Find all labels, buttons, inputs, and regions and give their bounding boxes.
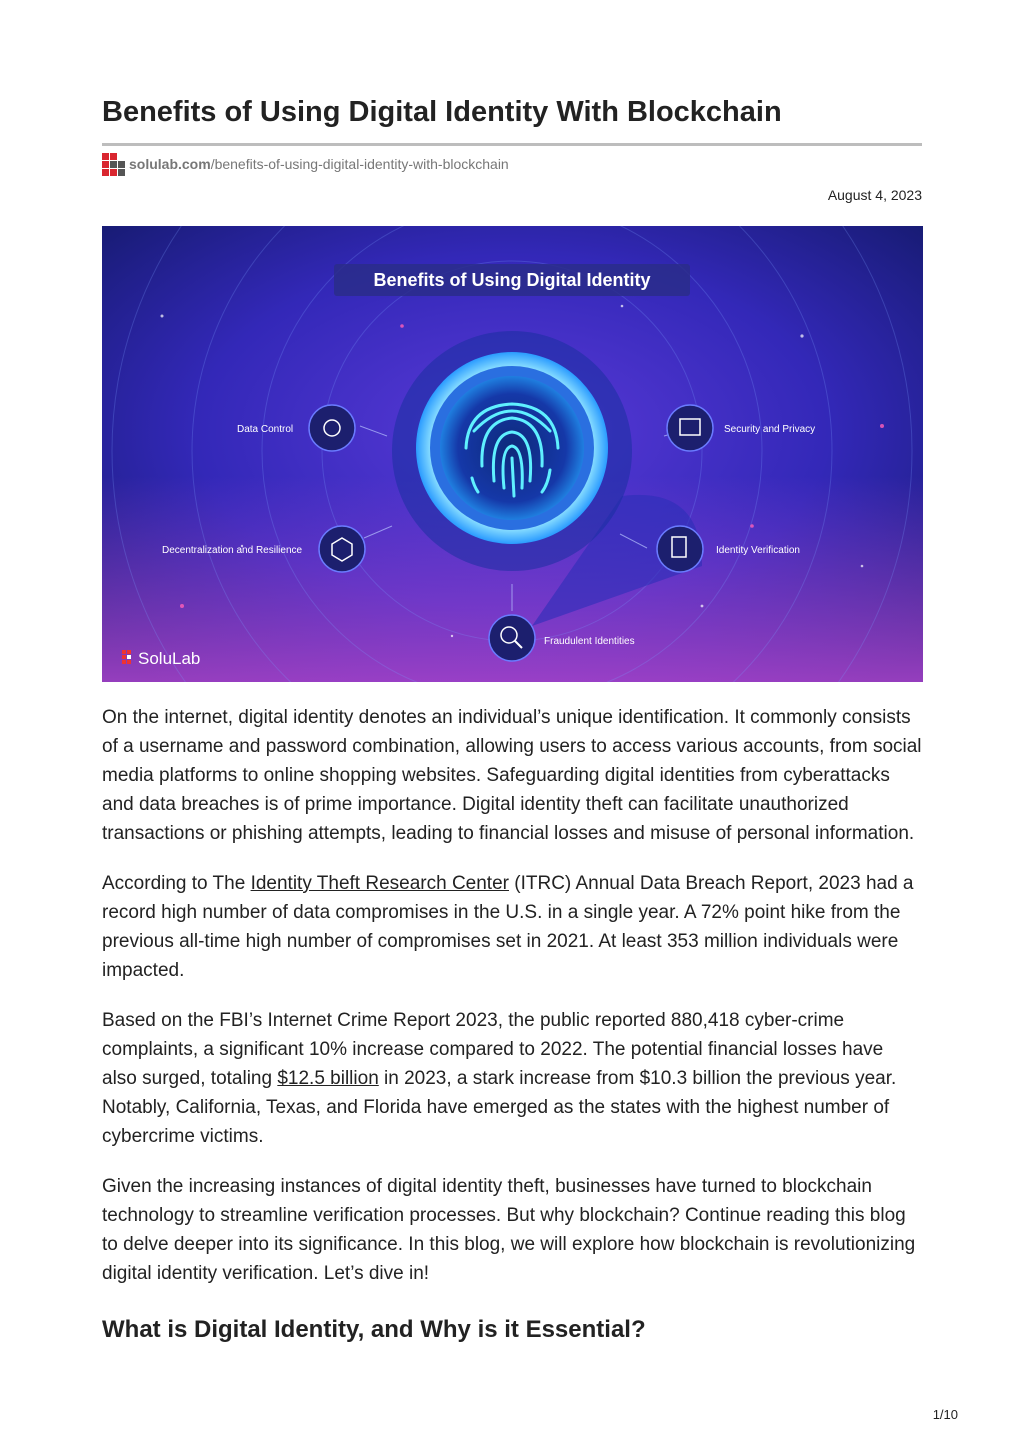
- benefit-label: Decentralization and Resilience: [162, 545, 303, 556]
- source-path[interactable]: /benefits-of-using-digital-identity-with-blockchain: [210, 156, 509, 172]
- billion-link[interactable]: $12.5 billion: [277, 1068, 379, 1089]
- article-title: Benefits of Using Digital Identity With Blockchain: [102, 96, 782, 128]
- article-body: [102, 703, 922, 1344]
- paragraph-blockchain: Given the increasing instances of digital identity theft, businesses have turned to blockchain technology to streamline verification processes. But why blockchain? Continue reading this blog to delve deeper into its significance. In this blog, we will explore how blockchain is revolutionizing digital identity verification. Let’s dive in!: [102, 1176, 916, 1284]
- benefit-label: Identity Verification: [716, 545, 800, 556]
- paragraph-itrc: According to The Identity Theft Research Center (ITRC) Annual Data Breach Report, 2023 had a record high number of data compromises in the U.S. in a single year. A 72% point hike from the previous all-time high number of compromises set in 2021. At least 353 million individuals were impacted.: [102, 873, 914, 981]
- publish-date: August 4, 2023: [827, 187, 922, 203]
- section-heading: What is Digital Identity, and Why is it Essential?: [102, 1316, 646, 1343]
- hero-brand-name: SoluLab: [138, 649, 201, 668]
- paragraph-intro: On the internet, digital identity denotes an individual’s unique identification. It commonly consists of a username and password combination, allowing users to access various accounts, from social media platforms to online shopping websites. Safeguarding digital identities from cyberattacks and data breaches is of prime importance. Digital identity theft can facilitate unauthorized transactions or phishing attempts, leading to financial losses and misuse of personal information.: [102, 707, 922, 844]
- source-line: [102, 153, 509, 175]
- paragraph-fbi: Based on the FBI’s Internet Crime Report 2023, the public reported 880,418 cyber-crime complaints, a significant 10% increase compared to 2022. The potential financial losses have also surged, totaling $12.5 billion in 2023, a stark increase from $10.3 billion the previous year. Notably, California, Texas, and Florida have emerged as the states with the highest number of cybercrime victims.: [102, 1010, 897, 1147]
- page-number: 1/10: [932, 1407, 958, 1422]
- source-domain[interactable]: solulab.com: [129, 156, 211, 172]
- benefit-label: Fraudulent Identities: [544, 636, 635, 647]
- solulab-logo-icon: [102, 153, 124, 175]
- title-divider: [102, 143, 922, 146]
- hero-heading: Benefits of Using Digital Identity: [373, 270, 651, 290]
- benefit-label: Data Control: [237, 424, 294, 435]
- itrc-link[interactable]: Identity Theft Research Center: [250, 873, 509, 894]
- hero-image: [102, 226, 923, 682]
- benefit-label: Security and Privacy: [724, 424, 816, 435]
